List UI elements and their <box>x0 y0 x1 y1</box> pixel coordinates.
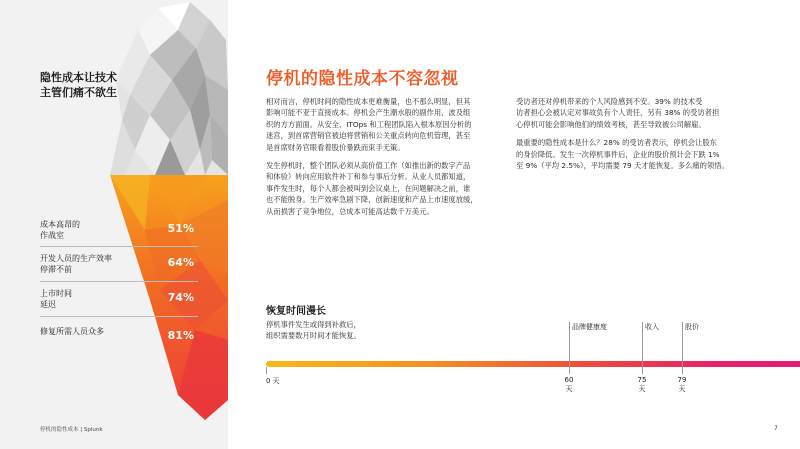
stat-label: 成本高昂的 作战室 <box>40 220 80 240</box>
timeline-subtitle: 停机事件发生或得到补救后， 组织需要数月时间才能恢复。 <box>266 320 361 340</box>
timeline-title: 恢复时间漫长 <box>266 306 326 317</box>
timeline-tick-brand <box>569 322 570 374</box>
timeline-tick-stock <box>682 322 683 374</box>
stat-divider <box>40 316 198 317</box>
timeline-start-label: 0 天 <box>266 377 280 385</box>
stat-divider <box>40 246 198 247</box>
marker-day-stock: 79 天 <box>677 376 687 393</box>
timeline-tick-start <box>266 367 267 374</box>
stat-label: 开发人员的生产效率 停滞不前 <box>40 254 112 274</box>
left-title: 隐性成本让技术 主管们痛不欲生 <box>40 71 117 99</box>
stat-value: 64% <box>167 256 194 269</box>
paragraph: 受访者还对停机带来的个人风险感到不安。39% 的技术受 访者担心会被认定对事故负有个人责任，另有 38% 的受访者担 心停机可能会影响他们的绩效考核，甚至导致被公司解雇。 <box>516 97 720 129</box>
stat-value: 51% <box>167 222 194 235</box>
page-title: 停机的隐性成本不容忽视 <box>266 69 459 89</box>
body-column-1 <box>266 96 496 224</box>
stat-divider <box>40 281 198 282</box>
page-number: 7 <box>774 425 778 432</box>
timeline-tick-revenue <box>642 322 643 374</box>
marker-label-brand: 品牌健康度 <box>572 323 607 331</box>
stat-label: 上市时间 延迟 <box>40 289 72 309</box>
stat-value: 74% <box>167 291 194 304</box>
body-column-2 <box>516 96 756 178</box>
timeline-bar <box>266 361 800 367</box>
marker-day-brand: 60 天 <box>564 376 574 393</box>
paragraph: 相对而言，停机时间的隐性成本更难衡量，也不那么明显，但其 影响可能不亚于直接成本。停机会产生潮水般的副作用，波及组 织的方方面面。从安全、ITOps 和工程团队陷入根本原因分析的 迷宫，到首席营销官被迫将营销和公关重点转向危机管理，甚至 是首席财务官眼看着股价暴跌而束手无策。 <box>266 97 472 152</box>
paragraph: 发生停机时，整个团队必须从高价值工作（如推出新的数字产品 和体验）转向应用软件补丁和参与事后分析。从业人员都知道， 事件发生时，每个人都会被叫到会议桌上，在问题解决之前，谁 也不能脱身。生产效率急剧下降，创新速度和产品上市速度放缓， 从而损害了竞争地位，总成本可能高达数千万美元。 <box>266 161 478 216</box>
stat-value: 81% <box>167 329 194 342</box>
stat-label: 修复所需人员众多 <box>40 327 104 336</box>
footer-text: 停机的隐性成本 | Splunk <box>40 427 103 433</box>
marker-label-revenue: 收入 <box>645 323 659 331</box>
paragraph: 最重要的隐性成本是什么？28% 的受访者表示，停机会让股东 的身价降低。发生一次停机事件后，企业的股价预计会下跌 1% 至 9%（平均 2.5%），平均需要 79 天才能恢复。多么痛的领悟。 <box>516 138 729 171</box>
marker-label-stock: 股价 <box>685 323 699 331</box>
marker-day-revenue: 75 天 <box>637 376 647 393</box>
